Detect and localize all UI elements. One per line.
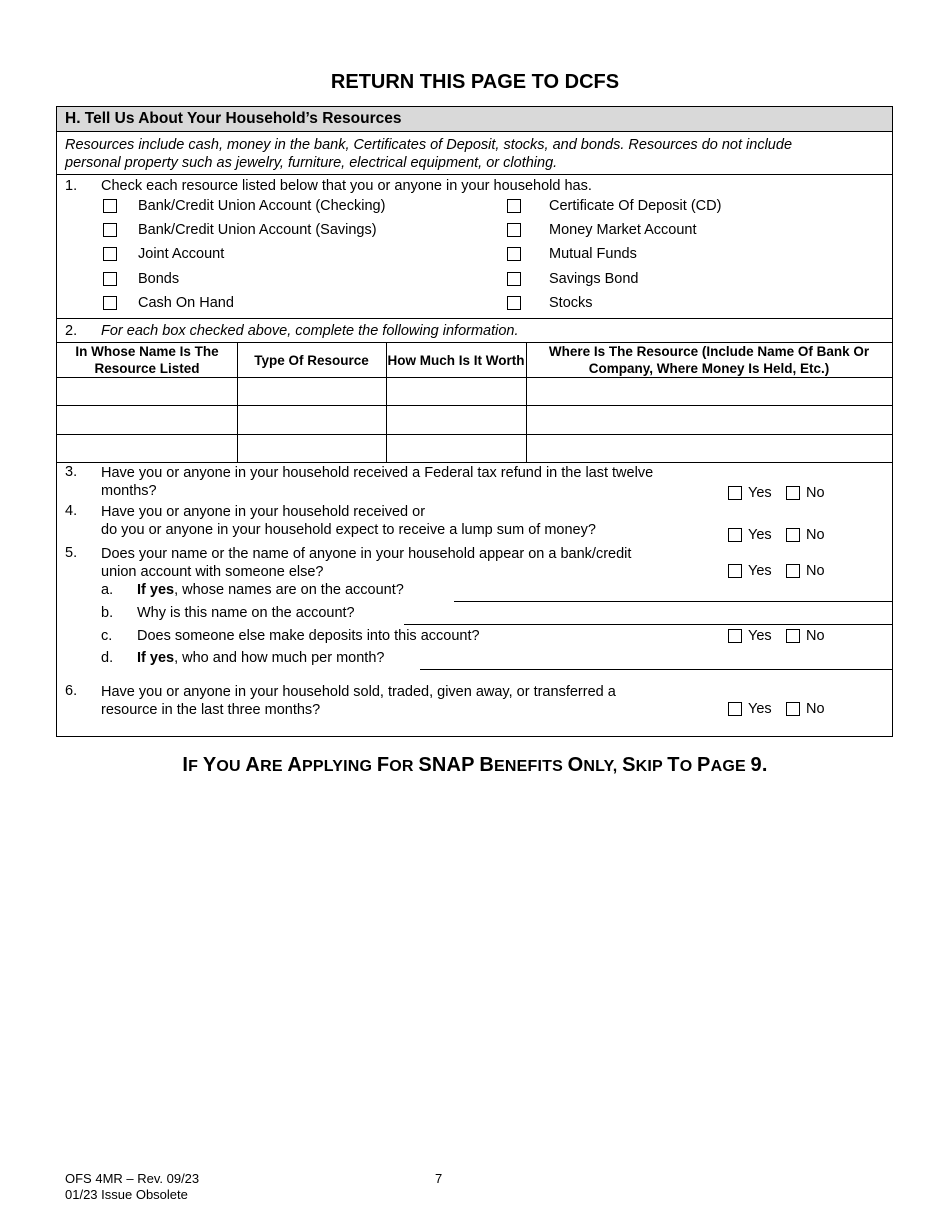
q5d-if-yes: If yes: [137, 650, 175, 666]
q2-number: 2.: [65, 323, 78, 339]
skip-word: OR: [389, 758, 414, 775]
skip-word: RE: [260, 758, 283, 775]
q3-yes-checkbox[interactable]: [728, 486, 742, 500]
label-savings-bond: Savings Bond: [549, 271, 639, 287]
q5a-letter: a.: [101, 582, 114, 598]
q2-text: For each box checked above, complete the following information.: [101, 323, 519, 339]
table-cell-type-3[interactable]: [238, 435, 385, 461]
q5c-yes-checkbox[interactable]: [728, 629, 742, 643]
table-cell-where-3[interactable]: [527, 435, 891, 461]
checkbox-checking[interactable]: [103, 199, 117, 213]
q1-text: Check each resource listed below that you or anyone in your household has.: [101, 178, 592, 194]
label-bonds: Bonds: [138, 271, 180, 287]
q5b-text: Why is this name on the account?: [137, 605, 355, 621]
q6-text: [101, 683, 616, 719]
skip-word: PPLYING: [302, 758, 373, 775]
q3-no-label: No: [806, 485, 825, 501]
checkbox-mutual-funds[interactable]: [507, 247, 521, 261]
skip-word: AGE: [710, 758, 746, 775]
intro-line-1: Resources include cash, money in the bank, Certificates of Deposit, stocks, and bonds. Resources do not include: [65, 137, 793, 153]
footer-form-id: OFS 4MR – Rev. 09/23: [65, 1171, 200, 1186]
skip-word: B: [479, 754, 495, 776]
q5c-no-label: No: [806, 628, 825, 644]
q5a-text: [137, 582, 404, 598]
q4-no-checkbox[interactable]: [786, 528, 800, 542]
q1-number: 1.: [65, 178, 78, 194]
q5-text: [101, 545, 631, 581]
skip-word: F: [188, 758, 199, 775]
label-cd: Certificate Of Deposit (CD): [549, 198, 722, 214]
q5a-answer-line[interactable]: [454, 601, 892, 602]
q3-no-checkbox[interactable]: [786, 486, 800, 500]
q6-number: 6.: [65, 683, 78, 699]
q4-line-1: Have you or anyone in your household received or: [101, 504, 426, 520]
skip-word: O: [679, 758, 693, 775]
q5d-question: , who and how much per month?: [174, 650, 385, 666]
q5-line-2: union account with someone else?: [101, 564, 324, 580]
q3-yes-label: Yes: [748, 485, 772, 501]
table-cell-type-2[interactable]: [238, 406, 385, 433]
column-header-whose-name: In Whose Name Is The Resource Listed: [75, 344, 219, 376]
table-cell-where-2[interactable]: [527, 406, 891, 433]
skip-instruction: [0, 754, 950, 777]
skip-word: F: [376, 754, 390, 776]
q5a-if-yes: If yes: [137, 582, 175, 598]
checkbox-cash-on-hand[interactable]: [103, 296, 117, 310]
q4-no-label: No: [806, 527, 825, 543]
checkbox-cd[interactable]: [507, 199, 521, 213]
footer-obsolete: 01/23 Issue Obsolete: [65, 1187, 188, 1202]
table-cell-name-3[interactable]: [58, 435, 236, 461]
skip-word: Y: [202, 754, 217, 776]
q6-line-2: resource in the last three months?: [101, 702, 321, 718]
q6-yes-checkbox[interactable]: [728, 702, 742, 716]
column-header-worth: How Much Is It Worth: [387, 352, 525, 368]
table-bottom-border: [57, 462, 892, 463]
skip-word: KIP: [635, 758, 663, 775]
q4-yes-checkbox[interactable]: [728, 528, 742, 542]
q5d-text: [137, 650, 384, 666]
skip-word: A: [287, 754, 303, 776]
label-savings: Bank/Credit Union Account (Savings): [138, 222, 377, 238]
q5-yes-checkbox[interactable]: [728, 564, 742, 578]
checkbox-bonds[interactable]: [103, 272, 117, 286]
q6-no-checkbox[interactable]: [786, 702, 800, 716]
intro-line-2: personal property such as jewelry, furniture, electrical equipment, or clothing.: [65, 155, 558, 171]
table-cell-type-1[interactable]: [238, 378, 385, 405]
table-cell-worth-2[interactable]: [387, 406, 525, 433]
q5c-letter: c.: [101, 628, 113, 644]
q5-no-label: No: [806, 563, 825, 579]
table-cell-name-2[interactable]: [58, 406, 236, 433]
checkbox-savings-bond[interactable]: [507, 272, 521, 286]
label-checking: Bank/Credit Union Account (Checking): [138, 198, 386, 214]
q3-number: 3.: [65, 464, 78, 480]
divider: [57, 318, 892, 319]
q5d-answer-line[interactable]: [420, 669, 892, 670]
q5c-text: Does someone else make deposits into this account?: [137, 628, 480, 644]
skip-word: A: [245, 754, 261, 776]
q4-yes-label: Yes: [748, 527, 772, 543]
q5b-answer-line[interactable]: [404, 624, 892, 625]
q5-number: 5.: [65, 545, 78, 561]
q5a-question: , whose names are on the account?: [174, 582, 404, 598]
q4-number: 4.: [65, 503, 78, 519]
skip-word: I: [182, 754, 189, 776]
skip-word: O: [567, 754, 584, 776]
skip-word: ENEFITS: [494, 758, 563, 775]
q5-line-1: Does your name or the name of anyone in your household appear on a bank/credit: [101, 546, 632, 562]
section-heading: H. Tell Us About Your Household’s Resources: [65, 110, 402, 127]
section-header: [57, 107, 892, 132]
divider: [57, 174, 892, 175]
q4-line-2: do you or anyone in your household expect to receive a lump sum of money?: [101, 522, 596, 538]
skip-word: SNAP: [418, 754, 475, 776]
skip-word: T: [667, 754, 680, 776]
checkbox-stocks[interactable]: [507, 296, 521, 310]
q3-line-2: months?: [101, 483, 157, 499]
q3-line-1: Have you or anyone in your household received a Federal tax refund in the last twelve: [101, 465, 654, 481]
q5-yes-label: Yes: [748, 563, 772, 579]
label-cash-on-hand: Cash On Hand: [138, 295, 234, 311]
checkbox-savings[interactable]: [103, 223, 117, 237]
label-stocks: Stocks: [549, 295, 593, 311]
skip-word: NLY,: [583, 758, 618, 775]
column-header-where: Where Is The Resource (Include Name Of Bank Or Company, Where Money Is Held, Etc.): [548, 344, 870, 376]
q5d-letter: d.: [101, 650, 114, 666]
table-cell-where-1[interactable]: [527, 378, 891, 405]
q5c-yes-label: Yes: [748, 628, 772, 644]
q5c-no-checkbox[interactable]: [786, 629, 800, 643]
footer-page-number: 7: [435, 1171, 443, 1186]
label-money-market: Money Market Account: [549, 222, 697, 238]
q6-yes-label: Yes: [748, 701, 772, 717]
section-intro: [65, 136, 792, 172]
table-cell-worth-3[interactable]: [387, 435, 525, 461]
checkbox-money-market[interactable]: [507, 223, 521, 237]
skip-word: P: [697, 754, 711, 776]
table-cell-name-1[interactable]: [58, 378, 236, 405]
checkbox-joint-account[interactable]: [103, 247, 117, 261]
label-mutual-funds: Mutual Funds: [549, 246, 637, 262]
page-title: RETURN THIS PAGE TO DCFS: [330, 71, 620, 93]
q5b-letter: b.: [101, 605, 114, 621]
column-header-type: Type Of Resource: [254, 352, 369, 368]
q6-line-1: Have you or anyone in your household sold, traded, given away, or transferred a: [101, 684, 616, 700]
label-joint-account: Joint Account: [138, 246, 225, 262]
q6-no-label: No: [806, 701, 825, 717]
q3-text: [101, 464, 653, 500]
skip-word: S: [622, 754, 636, 776]
q4-text: [101, 503, 596, 539]
q5-no-checkbox[interactable]: [786, 564, 800, 578]
table-cell-worth-1[interactable]: [387, 378, 525, 405]
skip-word: 9.: [750, 754, 768, 776]
skip-word: OU: [216, 758, 241, 775]
